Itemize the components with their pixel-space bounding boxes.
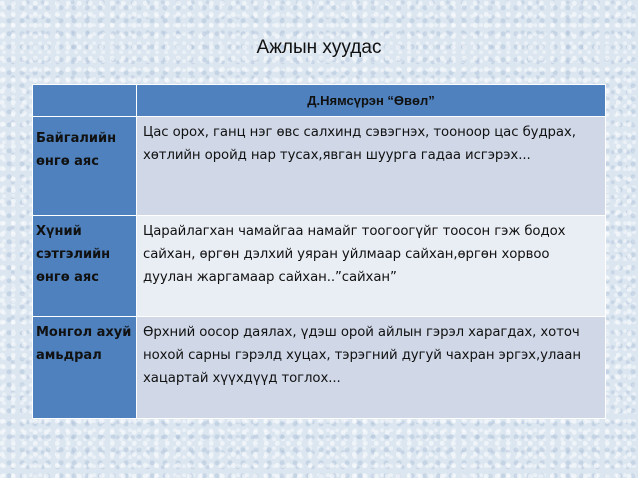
table-header-row [33,85,606,117]
table-row [33,216,606,317]
table-row [33,317,606,419]
table-row [33,117,606,216]
row-label-nature-tone: Байгалийн өнгө аяс [33,117,137,216]
worksheet-table [32,84,606,419]
row-text-mongol-life: Өрхний оосор даялах, үдэш орой айлын гэрэл харагдах, хоточ нохой сарны гэрэлд хуцах, тэрэгний дугуй чахран эргэх,улаан хацартай хүүхдүүд тоглох... [137,317,606,419]
row-label-human-mood: Хүний сэтгэлийн өнгө аяс [33,216,137,317]
header-cell-empty [33,85,137,117]
row-text-nature-tone: Цас орох, ганц нэг өвс салхинд сэвэгнэх, тооноор цас будрах, хөтлийн оройд нар тусах,явган шуурга гадаа исгэрэх... [137,117,606,216]
row-text-human-mood: Царайлагхан чамайгаа намайг тоогоогүйг тоосон гэж бодох сайхан, өргөн дэлхий уяран уйлмаар сайхан,өргөн хорвоо дуулан жаргамаар сайхан..”сайхан” [137,216,606,317]
header-cell-work-title: Д.Нямсүрэн “Өвөл” [137,85,606,117]
slide-title: Ажлын хуудас [256,37,382,58]
row-label-mongol-life: Монгол ахуй амьдрал [33,317,137,419]
